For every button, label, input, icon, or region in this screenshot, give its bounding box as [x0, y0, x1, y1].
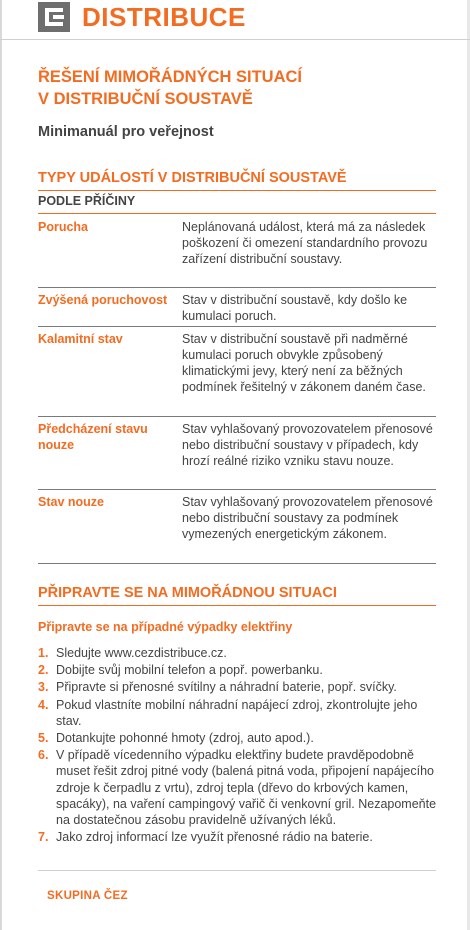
row-divider [38, 563, 436, 564]
list-item [38, 679, 438, 695]
step-text: Pokud vlastníte mobilní náhradní napájecí zdroj, zkontrolujte jeho stav. [56, 697, 418, 728]
section-divider [38, 190, 436, 191]
section-subhead-by-cause: PODLE PŘÍČINY [38, 194, 136, 208]
step-number: 2. [38, 663, 49, 678]
step-text: Sledujte www.cezdistribuce.cz. [56, 646, 227, 660]
step-text: Připravte si přenosné svítilny a náhradní baterie, popř. svíčky. [56, 680, 397, 695]
row-definition: Neplánovaná událost, která má za následek poškození či omezení standardního provozu zařízení distribuční soustavy. [182, 220, 428, 266]
step-number: 7. [38, 830, 49, 845]
list-item [38, 730, 438, 746]
section-title-prepare: PŘIPRAVTE SE NA MIMOŘÁDNOU SITUACI [38, 585, 337, 601]
page-title-line2: V DISTRIBUČNÍ SOUSTAVĚ [38, 90, 253, 108]
list-item [38, 747, 438, 828]
step-number: 4. [38, 697, 49, 712]
row-definition: Stav vyhlašovaný provozovatelem přenosové nebo distribuční soustavy za podmínek vymezených energetickým zákonem. [182, 495, 433, 541]
row-term: Stav nouze [38, 495, 104, 509]
page-title [38, 66, 438, 110]
row-term: Kalamitní stav [38, 332, 123, 346]
page-subtitle: Minimanuál pro veřejnost [38, 124, 214, 140]
footer-brand: SKUPINA ČEZ [47, 890, 128, 902]
step-number: 6. [38, 748, 49, 763]
preparation-steps-list [38, 645, 438, 846]
row-term: Předcházení stavu nouze [38, 422, 148, 452]
step-number: 3. [38, 680, 49, 695]
step-text: V případě vícedenního výpadku elektřiny budete pravděpodobně muset řešit zdroj pitné vody (balená pitná voda, připojení napájecího zdroje k čerpadlu z vrtu), zdroj tepla (dřevo do krbových kamen, spacáky), na vaření campingový vařič či venkovní gril. Nezapomeňte na dostatečnou zásobu pravidelně užívaných léků. [56, 748, 437, 828]
row-divider [38, 489, 436, 490]
step-text: Jako zdroj informací lze využít přenosné rádio na baterie. [56, 830, 373, 845]
row-divider [38, 416, 436, 417]
section-subhead-outages: Připravte se na případné výpadky elektřiny [38, 620, 293, 634]
list-item [38, 645, 438, 661]
row-term: Zvýšená poruchovost [38, 293, 168, 307]
step-number: 5. [38, 731, 49, 746]
row-definition: Stav v distribuční soustavě, kdy došlo ke kumulaci poruch. [182, 293, 408, 323]
table-header-divider [38, 213, 436, 214]
footer-divider [38, 870, 436, 871]
section-divider [38, 605, 436, 606]
page-title-line1: ŘEŠENÍ MIMOŘÁDNÝCH SITUACÍ [38, 68, 303, 86]
row-definition: Stav v distribuční soustavě při nadměrné kumulaci poruch obvykle způsobený klimatickými jevy, který není za běžných podmínek řešitelný v zákonem daném čase. [182, 332, 426, 394]
step-text: Dotankujte pohonné hmoty (zdroj, auto apod.). [56, 731, 314, 746]
list-item [38, 697, 438, 729]
list-item [38, 662, 438, 678]
row-definition: Stav vyhlašovaný provozovatelem přenosové nebo distribuční soustavy v případech, kdy hrozí reálné riziko vzniku stavu nouze. [182, 422, 433, 468]
page-left-edge [0, 0, 2, 930]
header-divider [0, 39, 470, 40]
step-number: 1. [38, 646, 49, 660]
header [38, 2, 246, 32]
cez-logo-icon [38, 2, 70, 32]
list-item [38, 829, 438, 845]
step-text: Dobijte svůj mobilní telefon a popř. powerbanku. [56, 663, 323, 678]
row-divider [38, 326, 436, 327]
brand-name: DISTRIBUCE [82, 1, 246, 32]
row-term: Porucha [38, 220, 89, 234]
section-title-event-types: TYPY UDÁLOSTÍ V DISTRIBUČNÍ SOUSTAVĚ [38, 170, 347, 186]
row-divider [38, 287, 436, 288]
